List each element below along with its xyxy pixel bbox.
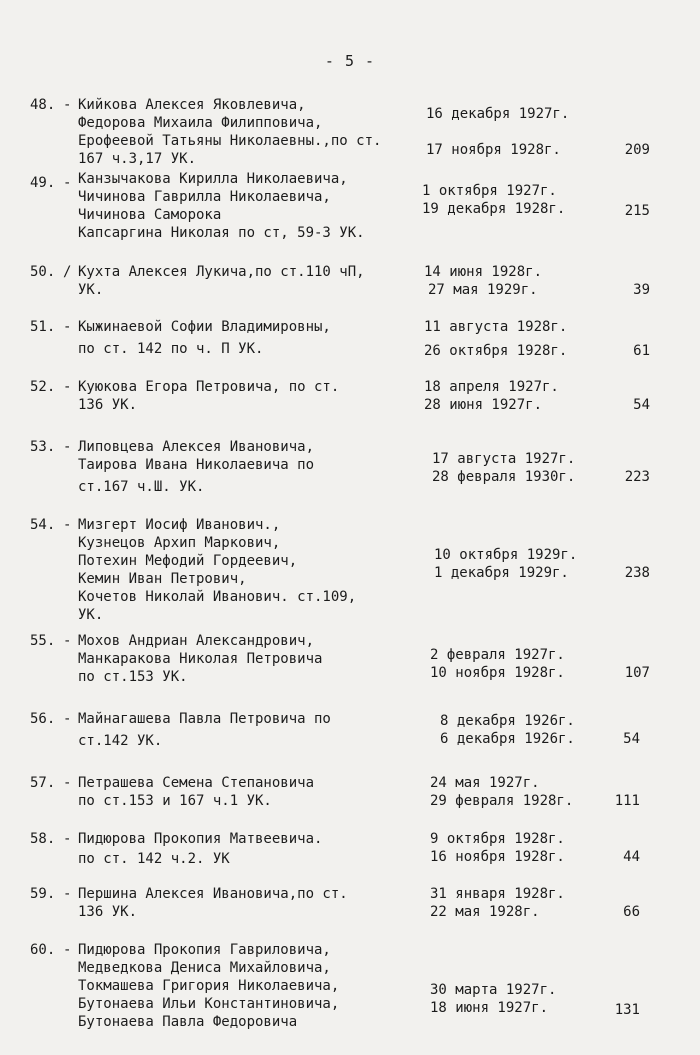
person-line: УК.	[78, 607, 104, 623]
end-date: 17 ноября 1928г.	[426, 142, 561, 158]
person-line: ст.142 УК.	[78, 733, 163, 749]
person-line: Потехин Мефодий Гордеевич,	[78, 553, 298, 569]
person-line: Канзычакова Кирилла Николаевича,	[78, 171, 348, 187]
sheet-count: 54	[623, 731, 640, 747]
start-date: 8 декабря 1926г.	[440, 713, 575, 729]
person-line: Липовцева Алексея Ивановича,	[78, 439, 315, 455]
person-line: по ст. 142 по ч. П УК.	[78, 341, 264, 357]
end-date: 19 декабря 1928г.	[422, 201, 566, 217]
page-number: - 5 -	[324, 52, 376, 70]
entry-mark: -	[63, 831, 72, 847]
entry-dates	[424, 378, 614, 414]
entry-number: 54.	[30, 517, 56, 533]
entry-dates	[424, 263, 614, 299]
entry-dates	[424, 318, 614, 360]
entry-mark: /	[63, 264, 72, 280]
entry-number: 48.	[30, 97, 56, 113]
entry-mark: -	[63, 517, 72, 533]
person-line: УК.	[78, 282, 104, 298]
entry-number: 56.	[30, 711, 56, 727]
sheet-count: 54	[633, 397, 650, 413]
sheet-count: 223	[624, 469, 650, 485]
entry-persons	[78, 378, 423, 414]
entry-mark: -	[63, 439, 72, 455]
start-date: 30 марта 1927г.	[430, 982, 557, 998]
person-line: Манкаракова Николая Петровича	[78, 651, 323, 667]
sheet-count: 209	[624, 142, 650, 158]
entry-mark: -	[63, 379, 72, 395]
sheet-count: 111	[614, 793, 640, 809]
person-line: Ерофеевой Татьяны Николаевны.,по ст.	[78, 133, 382, 149]
entry-persons	[78, 941, 423, 1031]
end-date: 28 июня 1927г.	[424, 397, 543, 413]
person-line: ст.167 ч.Ш. УК.	[78, 479, 205, 495]
entry-persons	[78, 830, 423, 868]
sheet-count: 44	[623, 849, 640, 865]
person-line: Токмашева Григория Николаевича,	[78, 978, 340, 994]
person-line: Медведкова Дениса Михайловича,	[78, 960, 331, 976]
person-line: по ст. 142 ч.2. УК	[78, 851, 230, 867]
start-date: 9 октября 1928г.	[430, 831, 565, 847]
entry-mark: -	[63, 175, 72, 191]
entry-number: 53.	[30, 439, 56, 455]
entry-persons	[78, 96, 423, 168]
person-line: Кухта Алексея Лукича,по ст.110 чП,	[78, 264, 365, 280]
entry-mark: -	[63, 319, 72, 335]
person-line: Капсаргина Николая по ст, 59-3 УК.	[78, 225, 365, 241]
person-line: по ст.153 и 167 ч.1 УК.	[78, 793, 272, 809]
person-line: Кыжинаевой Софии Владимировны,	[78, 319, 331, 335]
end-date: 26 октября 1928г.	[424, 343, 568, 359]
person-line: Кийкова Алексея Яковлевича,	[78, 97, 306, 113]
start-date: 18 апреля 1927г.	[424, 379, 559, 395]
start-date: 17 августа 1927г.	[432, 451, 576, 467]
sheet-count: 107	[624, 665, 650, 681]
start-date: 14 июня 1928г.	[424, 264, 543, 280]
entry-mark: -	[63, 775, 72, 791]
person-line: Бутонаева Ильи Константиновича,	[78, 996, 340, 1012]
person-line: Куюкова Егора Петровича, по ст.	[78, 379, 340, 395]
person-line: 167 ч.3,17 УК.	[78, 151, 197, 167]
entry-dates	[422, 182, 612, 218]
sheet-count: 66	[623, 904, 640, 920]
entry-persons	[78, 263, 423, 299]
entry-persons	[78, 632, 423, 686]
entry-number: 57.	[30, 775, 56, 791]
entry-number: 49.	[30, 175, 56, 191]
sheet-count: 238	[624, 565, 650, 581]
end-date: 28 февраля 1930г.	[432, 469, 576, 485]
person-line: Таирова Ивана Николаевича по	[78, 457, 315, 473]
person-line: Федорова Михаила Филипповича,	[78, 115, 323, 131]
person-line: Бутонаева Павла Федоровича	[78, 1014, 298, 1030]
entry-persons	[78, 318, 423, 358]
end-date: 10 ноября 1928г.	[430, 665, 565, 681]
person-line: по ст.153 УК.	[78, 669, 188, 685]
end-date: 27 мая 1929г.	[428, 282, 538, 298]
end-date: 16 ноября 1928г.	[430, 849, 565, 865]
entry-mark: -	[63, 711, 72, 727]
person-line: Пидюрова Прокопия Матвеевича.	[78, 831, 323, 847]
start-date: 11 августа 1928г.	[424, 319, 568, 335]
person-line: Мохов Андриан Александрович,	[78, 633, 315, 649]
end-date: 18 июня 1927г.	[430, 1000, 549, 1016]
sheet-count: 61	[633, 343, 650, 359]
entry-persons	[78, 438, 423, 496]
person-line: Майнагашева Павла Петровича по	[78, 711, 331, 727]
entry-mark: -	[63, 97, 72, 113]
sheet-count: 39	[633, 282, 650, 298]
entry-number: 51.	[30, 319, 56, 335]
entry-number: 55.	[30, 633, 56, 649]
person-line: Кочетов Николай Иванович. ст.109,	[78, 589, 357, 605]
entry-persons	[78, 885, 423, 921]
entry-persons	[78, 774, 423, 810]
end-date: 29 февраля 1928г.	[430, 793, 574, 809]
person-line: Мизгерт Иосиф Иванович.,	[78, 517, 281, 533]
person-line: Петрашева Семена Степановича	[78, 775, 315, 791]
entry-mark: -	[63, 886, 72, 902]
person-line: Кемин Иван Петрович,	[78, 571, 247, 587]
person-line: Чичинова Саморока	[78, 207, 222, 223]
person-line: Пидюрова Прокопия Гавриловича,	[78, 942, 331, 958]
entry-mark: -	[63, 942, 72, 958]
end-date: 6 декабря 1926г.	[440, 731, 575, 747]
start-date: 24 мая 1927г.	[430, 775, 540, 791]
entry-number: 58.	[30, 831, 56, 847]
start-date: 2 февраля 1927г.	[430, 647, 565, 663]
sheet-count: 131	[614, 1002, 640, 1018]
entry-persons	[78, 516, 423, 624]
entry-number: 50.	[30, 264, 56, 280]
person-line: Кузнецов Архип Маркович,	[78, 535, 281, 551]
start-date: 16 декабря 1927г.	[426, 106, 570, 122]
person-line: Чичинова Гаврилла Николаевича,	[78, 189, 331, 205]
end-date: 22 мая 1928г.	[430, 904, 540, 920]
start-date: 10 октября 1929г.	[434, 547, 578, 563]
person-line: 136 УК.	[78, 904, 138, 920]
entry-mark: -	[63, 633, 72, 649]
person-line: Першина Алексея Ивановича,по ст.	[78, 886, 348, 902]
entry-number: 52.	[30, 379, 56, 395]
entry-persons	[78, 170, 423, 242]
entry-persons	[78, 710, 423, 750]
entry-number: 60.	[30, 942, 56, 958]
entry-number: 59.	[30, 886, 56, 902]
person-line: 136 УК.	[78, 397, 138, 413]
start-date: 31 января 1928г.	[430, 886, 565, 902]
sheet-count: 215	[624, 203, 650, 219]
end-date: 1 декабря 1929г.	[434, 565, 569, 581]
start-date: 1 октября 1927г.	[422, 183, 557, 199]
